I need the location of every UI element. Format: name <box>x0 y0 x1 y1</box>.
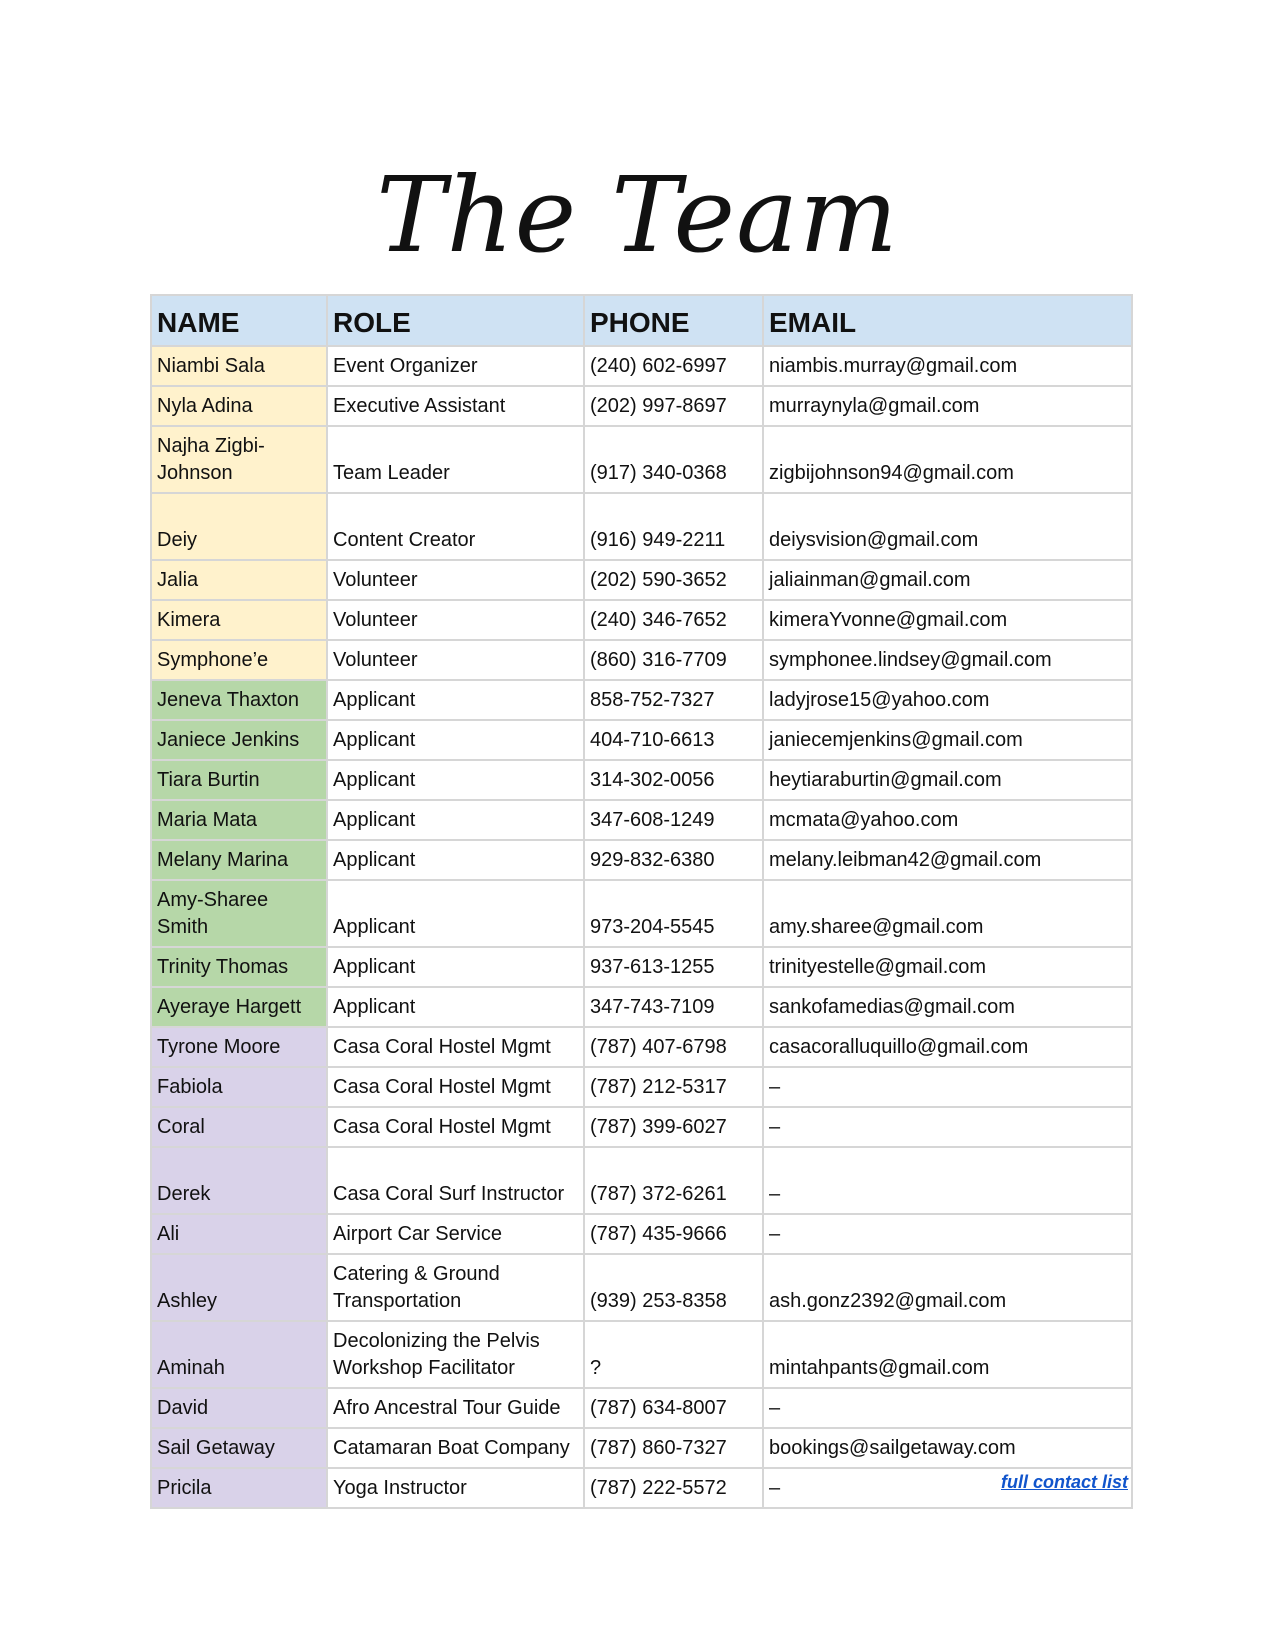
name-cell: Najha Zigbi-Johnson <box>151 426 327 493</box>
email-cell: ash.gonz2392@gmail.com <box>763 1254 1132 1321</box>
table-row <box>151 426 1132 493</box>
name-cell: Ayeraye Hargett <box>151 987 327 1027</box>
phone-cell: (787) 399-6027 <box>584 1107 763 1147</box>
phone-cell: 347-608-1249 <box>584 800 763 840</box>
email-cell: symphonee.lindsey@gmail.com <box>763 640 1132 680</box>
phone-cell: (860) 316-7709 <box>584 640 763 680</box>
table-row <box>151 560 1132 600</box>
email-cell: – <box>763 1388 1132 1428</box>
email-cell: trinityestelle@gmail.com <box>763 947 1132 987</box>
role-cell: Content Creator <box>327 493 584 560</box>
email-cell: melany.leibman42@gmail.com <box>763 840 1132 880</box>
email-cell: mcmata@yahoo.com <box>763 800 1132 840</box>
name-cell: Coral <box>151 1107 327 1147</box>
name-cell: Nyla Adina <box>151 386 327 426</box>
table-row <box>151 880 1132 947</box>
email-cell: casacoralluquillo@gmail.com <box>763 1027 1132 1067</box>
role-column-header: ROLE <box>327 295 584 346</box>
table-row <box>151 987 1132 1027</box>
email-cell: amy.sharee@gmail.com <box>763 880 1132 947</box>
role-cell: Applicant <box>327 947 584 987</box>
table-row <box>151 800 1132 840</box>
role-cell: Volunteer <box>327 560 584 600</box>
name-cell: Janiece Jenkins <box>151 720 327 760</box>
email-cell: zigbijohnson94@gmail.com <box>763 426 1132 493</box>
phone-cell: (202) 590-3652 <box>584 560 763 600</box>
role-cell: Team Leader <box>327 426 584 493</box>
page-title: The Team <box>376 154 899 276</box>
role-cell: Applicant <box>327 720 584 760</box>
phone-cell: 404-710-6613 <box>584 720 763 760</box>
phone-cell: (787) 407-6798 <box>584 1027 763 1067</box>
phone-cell: 858-752-7327 <box>584 680 763 720</box>
role-cell: Event Organizer <box>327 346 584 386</box>
role-cell: Afro Ancestral Tour Guide <box>327 1388 584 1428</box>
phone-cell: (787) 860-7327 <box>584 1428 763 1468</box>
name-cell: Ali <box>151 1214 327 1254</box>
table-row <box>151 1147 1132 1214</box>
full-contact-list-link[interactable]: full contact list <box>1000 1472 1128 1492</box>
email-cell: janiecemjenkins@gmail.com <box>763 720 1132 760</box>
phone-cell: 347-743-7109 <box>584 987 763 1027</box>
name-cell: Symphone’e <box>151 640 327 680</box>
email-cell: bookings@sailgetaway.com <box>763 1428 1132 1468</box>
phone-cell: (202) 997-8697 <box>584 386 763 426</box>
phone-cell: ? <box>584 1321 763 1388</box>
phone-cell: (916) 949-2211 <box>584 493 763 560</box>
email-cell: heytiaraburtin@gmail.com <box>763 760 1132 800</box>
role-cell: Executive Assistant <box>327 386 584 426</box>
name-cell: Niambi Sala <box>151 346 327 386</box>
table-row <box>151 1214 1132 1254</box>
name-cell: Sail Getaway <box>151 1428 327 1468</box>
table-row <box>151 600 1132 640</box>
email-cell: – <box>763 1107 1132 1147</box>
table-row <box>151 680 1132 720</box>
name-column-header: NAME <box>151 295 327 346</box>
role-cell: Catamaran Boat Company <box>327 1428 584 1468</box>
name-cell: Maria Mata <box>151 800 327 840</box>
role-cell: Decolonizing the Pelvis Workshop Facilitator <box>327 1321 584 1388</box>
role-cell: Airport Car Service <box>327 1214 584 1254</box>
role-cell: Casa Coral Hostel Mgmt <box>327 1027 584 1067</box>
name-cell: Tiara Burtin <box>151 760 327 800</box>
name-cell: Derek <box>151 1147 327 1214</box>
name-cell: Deiy <box>151 493 327 560</box>
phone-cell: (787) 634-8007 <box>584 1388 763 1428</box>
table-row <box>151 760 1132 800</box>
table-row <box>151 493 1132 560</box>
role-cell: Applicant <box>327 680 584 720</box>
phone-cell: (787) 212-5317 <box>584 1067 763 1107</box>
role-cell: Volunteer <box>327 640 584 680</box>
phone-cell: (787) 435-9666 <box>584 1214 763 1254</box>
role-cell: Casa Coral Hostel Mgmt <box>327 1067 584 1107</box>
table-row <box>151 947 1132 987</box>
role-cell: Applicant <box>327 800 584 840</box>
phone-cell: (787) 372-6261 <box>584 1147 763 1214</box>
phone-cell: (240) 602-6997 <box>584 346 763 386</box>
name-cell: Amy-Sharee Smith <box>151 880 327 947</box>
table-row <box>151 1388 1132 1428</box>
table-row <box>151 1468 1132 1508</box>
name-cell: Aminah <box>151 1321 327 1388</box>
table-row <box>151 1107 1132 1147</box>
phone-cell: (787) 222-5572 <box>584 1468 763 1508</box>
name-cell: Jeneva Thaxton <box>151 680 327 720</box>
table-row <box>151 1321 1132 1388</box>
phone-cell: (917) 340-0368 <box>584 426 763 493</box>
role-cell: Yoga Instructor <box>327 1468 584 1508</box>
email-cell: – <box>763 1067 1132 1107</box>
phone-cell: 929-832-6380 <box>584 840 763 880</box>
table-row <box>151 1428 1132 1468</box>
email-column-header: EMAIL <box>763 295 1132 346</box>
name-cell: Melany Marina <box>151 840 327 880</box>
name-cell: Pricila <box>151 1468 327 1508</box>
name-cell: Jalia <box>151 560 327 600</box>
phone-cell: 973-204-5545 <box>584 880 763 947</box>
email-cell: sankofamedias@gmail.com <box>763 987 1132 1027</box>
table-row <box>151 640 1132 680</box>
role-cell: Applicant <box>327 987 584 1027</box>
email-cell: ladyjrose15@yahoo.com <box>763 680 1132 720</box>
email-cell: murraynyla@gmail.com <box>763 386 1132 426</box>
table-row <box>151 386 1132 426</box>
phone-column-header: PHONE <box>584 295 763 346</box>
table-row <box>151 1254 1132 1321</box>
table-header-row <box>151 295 1132 346</box>
email-cell: – <box>763 1468 1132 1508</box>
role-cell: Applicant <box>327 760 584 800</box>
phone-cell: (240) 346-7652 <box>584 600 763 640</box>
role-cell: Catering & Ground Transportation <box>327 1254 584 1321</box>
table-row <box>151 346 1132 386</box>
phone-cell: (939) 253-8358 <box>584 1254 763 1321</box>
role-cell: Volunteer <box>327 600 584 640</box>
name-cell: Fabiola <box>151 1067 327 1107</box>
email-cell: kimeraYvonne@gmail.com <box>763 600 1132 640</box>
email-cell: niambis.murray@gmail.com <box>763 346 1132 386</box>
name-cell: David <box>151 1388 327 1428</box>
phone-cell: 937-613-1255 <box>584 947 763 987</box>
table-row <box>151 1067 1132 1107</box>
name-cell: Kimera <box>151 600 327 640</box>
name-cell: Tyrone Moore <box>151 1027 327 1067</box>
role-cell: Applicant <box>327 880 584 947</box>
table-row <box>151 1027 1132 1067</box>
name-cell: Trinity Thomas <box>151 947 327 987</box>
table-row <box>151 840 1132 880</box>
email-cell: – <box>763 1214 1132 1254</box>
role-cell: Casa Coral Surf Instructor <box>327 1147 584 1214</box>
table-row <box>151 720 1132 760</box>
email-cell: mintahpants@gmail.com <box>763 1321 1132 1388</box>
email-cell: deiysvision@gmail.com <box>763 493 1132 560</box>
email-cell: – <box>763 1147 1132 1214</box>
team-table <box>150 294 1133 1509</box>
email-cell: jaliainman@gmail.com <box>763 560 1132 600</box>
phone-cell: 314-302-0056 <box>584 760 763 800</box>
name-cell: Ashley <box>151 1254 327 1321</box>
role-cell: Applicant <box>327 840 584 880</box>
role-cell: Casa Coral Hostel Mgmt <box>327 1107 584 1147</box>
